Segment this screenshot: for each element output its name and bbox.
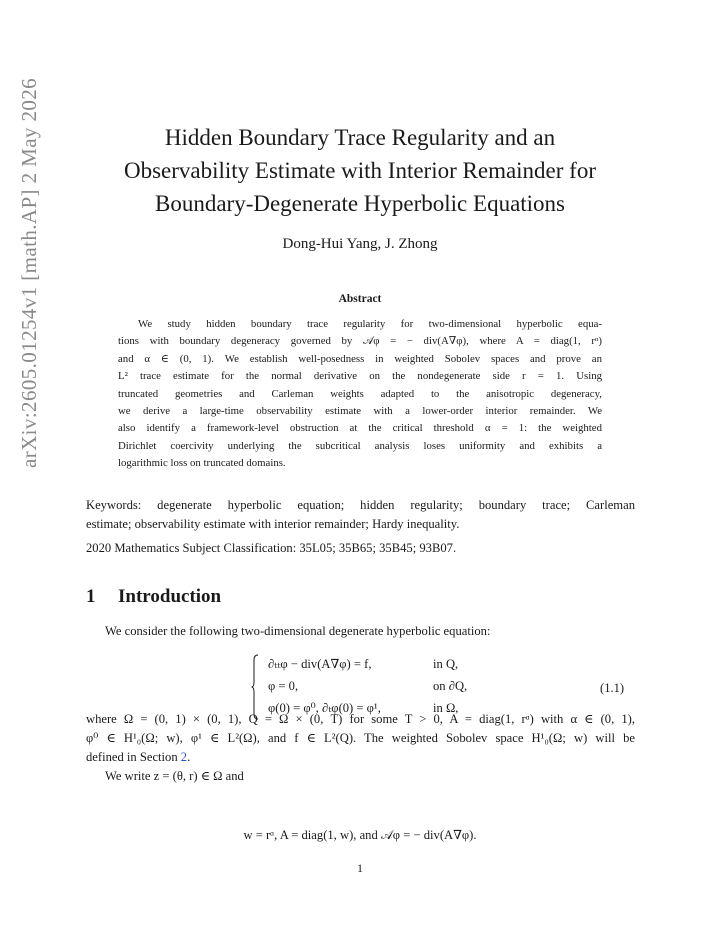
title-line: Observability Estimate with Interior Remainder for [123, 158, 596, 183]
page-number: 1 [357, 861, 363, 875]
abstract-line: also identify a framework-level obstruction at the critical threshold α = 1: the weighted [118, 422, 602, 435]
abstract-heading: Abstract [338, 293, 382, 305]
abstract-line: logarithmic loss on truncated domains. [118, 457, 286, 470]
equation-lhs: φ = 0, [268, 678, 299, 693]
author-list: Dong-Hui Yang, J. Zhong [282, 236, 438, 252]
paragraph-line [86, 748, 635, 767]
abstract-line: Dirichlet coercivity underlying the subcritical analysis loses uniformity and exhibits a [118, 439, 602, 452]
section-heading [86, 586, 221, 608]
keywords-line: Keywords: degenerate hyperbolic equation; hidden regularity; boundary trace; Carleman [86, 498, 635, 512]
keywords-line: estimate; observability estimate with interior remainder; Hardy inequality. [86, 517, 460, 531]
equation-lhs: φ(0) = φ⁰, ∂ₜφ(0) = φ¹, [268, 701, 381, 715]
abstract-body [118, 316, 602, 473]
paragraph [86, 710, 635, 786]
section-title: Introduction [118, 586, 222, 607]
equation-lhs: ∂ₜₜφ − div(A∇φ) = f, [268, 657, 372, 671]
display-equation: w = rᵅ, A = diag(1, w), and 𝒜φ = − div(A∇φ). [243, 828, 477, 842]
paragraph-text: defined in Section [86, 750, 181, 764]
equation-row [268, 653, 467, 675]
section-number: 1 [86, 586, 96, 607]
intro-sentence: We consider the following two-dimensional degenerate hyperbolic equation: [105, 624, 491, 638]
equation-number: (1.1) [600, 681, 625, 695]
paper-title [80, 121, 640, 220]
abstract-line: tions with boundary degeneracy governed by 𝒜φ = − div(A∇φ), where A = diag(1, rᵅ) [118, 335, 602, 348]
equation-domain: in Q, [433, 656, 459, 671]
paragraph-line: We write z = (θ, r) ∈ Ω and [105, 769, 244, 783]
paragraph-line: where Ω = (0, 1) × (0, 1), Q = Ω × (0, T) for some T > 0, A = diag(1, rᵅ) with α ∈ (0, 1), [86, 712, 635, 726]
paragraph-line: φ⁰ ∈ H¹₀(Ω; w), φ¹ ∈ L²(Ω), and f ∈ L²(Q). The weighted Sobolev space H¹₀(Ω; w) will be [86, 731, 635, 745]
equation-row [268, 675, 467, 697]
section-reference-link[interactable]: 2 [180, 750, 188, 764]
equation-domain: on ∂Q, [433, 678, 468, 693]
paragraph-text: . [187, 750, 191, 764]
arxiv-identifier-stamp: arXiv:2605.01254v1 [math.AP] 2 May 2026 [17, 77, 41, 468]
abstract-line: we derive a large-time observability estimate with a lower-order interior remainder. We [118, 404, 602, 417]
msc-classification: 2020 Mathematics Subject Classification: 35L05; 35B65; 35B45; 93B07. [86, 541, 457, 555]
abstract-line: L² trace estimate for the normal derivative on the nondegenerate side r = 1. Using [118, 370, 602, 383]
abstract-line: and α ∈ (0, 1). We establish well-posedness in weighted Sobolev spaces and prove an [118, 352, 602, 365]
keywords [86, 496, 635, 534]
abstract-line: truncated geometries and Carleman weights adapted to the anisotropic degeneracy, [118, 387, 602, 400]
title-line: Hidden Boundary Trace Regularity and an [164, 125, 556, 150]
abstract-line: We study hidden boundary trace regularity for two-dimensional hyperbolic equa- [138, 318, 602, 330]
title-line: Boundary-Degenerate Hyperbolic Equations [154, 191, 566, 216]
equation-domain: in Ω, [433, 700, 459, 715]
